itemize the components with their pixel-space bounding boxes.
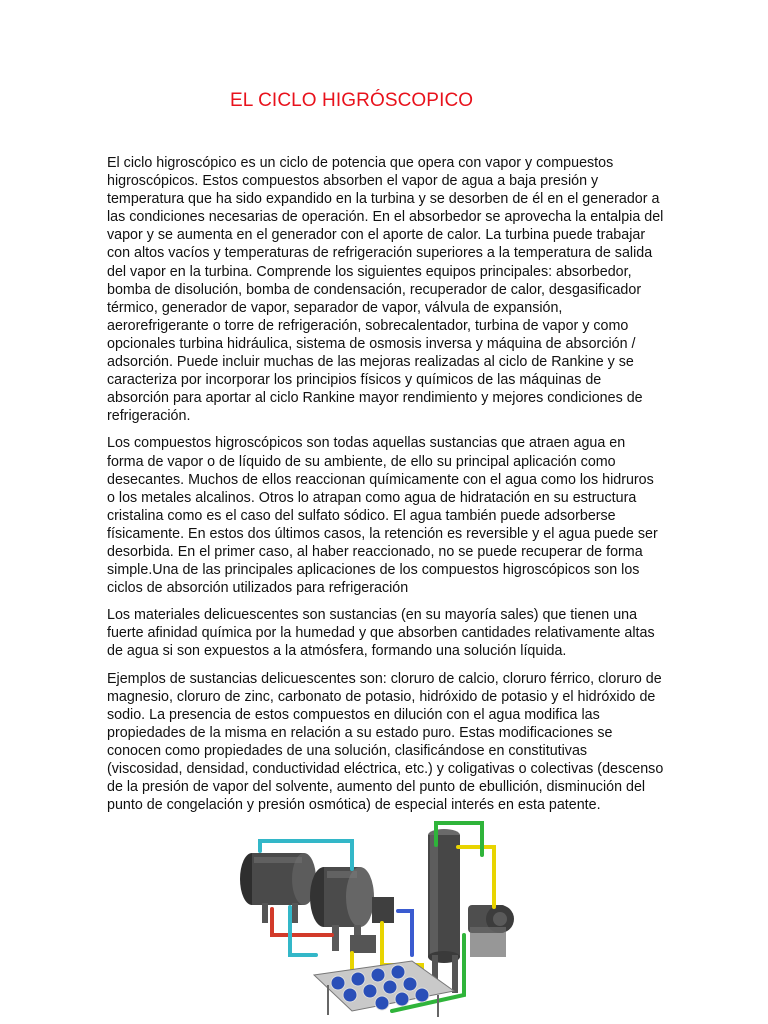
horizontal-tank-shape — [240, 853, 316, 923]
paragraph-deliquescent-examples: Ejemplos de sustancias delicuescentes son: cloruro de calcio, cloruro férrico, cloruro de magnesio, cloruro de zinc, carbonato de potasio, hidróxido de potasio y el hidróxido de sodio. La presencia de estos compuestos en dilución con el agua modifica las propiedades de la misma en relación a su estado puro. Estas modificaciones se conocen como propiedades de una solución, clasificándose en constitutivas (viscosidad, densidad, conductividad eléctrica, etc.) y coligativas o colectivas (descenso de la presión de vapor del solvente, aumento del punto de ebullición, disminución del punto de congelación y presión osmótica) de especial interés en esta patente. — [107, 670, 664, 814]
heat-exchanger-shape — [372, 897, 394, 923]
hygroscopic-cycle-plant-illustration-icon — [232, 815, 532, 1020]
pump-shape — [350, 935, 376, 953]
plant-illustration — [232, 815, 532, 1020]
paragraph-hygroscopic-compounds: Los compuestos higroscópicos son todas aquellas sustancias que atraen agua en forma de vapor o de líquido de su ambiente, de ello su principal aplicación como desecantes. Muchos de ellos reaccionan químicamente con el agua como los hidruros o los metales alcalinos. Otros lo atrapan como agua de hidratación en su estructura cristalina como es el caso del sulfato sódico. El agua también puede adsorberse físicamente. En estos dos últimos casos, la retención es reversible y el agua puede ser desorbida. En el primer caso, al haber reaccionado, no se puede recuperar de forma simple.Una de las principales aplicaciones de los compuestos higroscópicos son los ciclos de absorción utilizados para refrigeración — [107, 435, 658, 597]
stripper-column-shape — [428, 829, 460, 993]
paragraph-cycle-definition: El ciclo higroscópico es un ciclo de potencia que opera con vapor y compuestos higroscópicos. Estos compuestos absorben el vapor de agua a baja presión y temperatura que ha sido expandido en la turbina y se desorben de él en el generador a las condiciones necesarias de operación. En el absorbedor se aprovecha la entalpia del vapor y se aumenta en el generador con el aporte de calor. La turbina puede trabajar con altos vacíos y temperaturas de refrigeración superiores a la temperatura de salida del vapor en la turbina. Comprende los siguientes equipos principales: absorbedor, bomba de disolución, bomba de condensación, recuperador de calor, desgasificador térmico, generador de vapor, separador de vapor, válvula de expansión, aerorefrigerante o torre de refrigeración, sobrecalentador, turbina de vapor y como opcionales turbina hidráulica, sistema de osmosis inversa y máquina de absorción / adsorción. Puede incluir muchas de las mejoras realizadas al ciclo de Rankine y se caracteriza por incorporar los principios físicos y químicos de las máquinas de absorción para aportar al ciclo Rankine mayor rendimiento y mejores condiciones de refrigeración. — [107, 155, 664, 425]
document-body — [107, 154, 665, 823]
paragraph-deliquescent-materials: Los materiales delicuescentes son sustancias (en su mayoría sales) que tienen una fuerte afinidad química por la humedad y que absorben cantidades relativamente altas de agua si son expuestos a la atmósfera, formando una solución líquida. — [107, 607, 655, 660]
page-title: EL CICLO HIGRÓSCOPICO — [230, 90, 474, 111]
turbine-shape — [468, 905, 514, 957]
